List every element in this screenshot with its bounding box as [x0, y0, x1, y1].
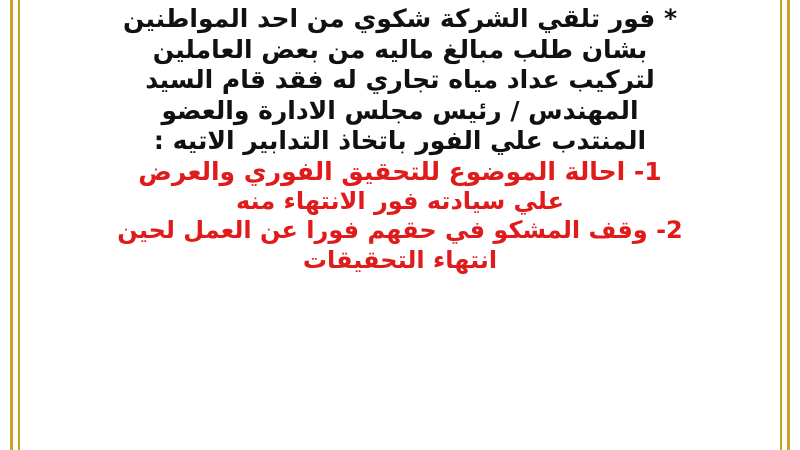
frame-border-left-inner: [18, 0, 20, 450]
frame-border-right-inner: [780, 0, 782, 450]
announcement-line-9: انتهاء التحقيقات: [302, 245, 498, 274]
frame-border-left-outer: [10, 0, 13, 450]
announcement-line-3: لتركيب عداد مياه تجاري له فقد قام السيد: [145, 65, 655, 94]
announcement-line-2: بشان طلب مبالغ ماليه من بعض العاملين: [152, 34, 648, 64]
announcement-line-8: 2- وقف المشكو في حقهم فورا عن العمل لحين: [117, 216, 683, 245]
frame-border-right-outer: [787, 0, 790, 450]
announcement-line-7: علي سيادته فور الانتهاء منه: [235, 187, 564, 215]
announcement-line-6: 1- احالة الموضوع للتحقيق الفوري والعرض: [138, 156, 662, 186]
announcement-text-block: [28, 0, 772, 450]
announcement-line-1: * فور تلقي الشركة شكوي من احد المواطنين: [122, 4, 678, 33]
announcement-line-4: المهندس / رئيس مجلس الادارة والعضو: [161, 95, 639, 125]
announcement-line-5: المنتدب علي الفور باتخاذ التدابير الاتيه :: [153, 126, 647, 155]
